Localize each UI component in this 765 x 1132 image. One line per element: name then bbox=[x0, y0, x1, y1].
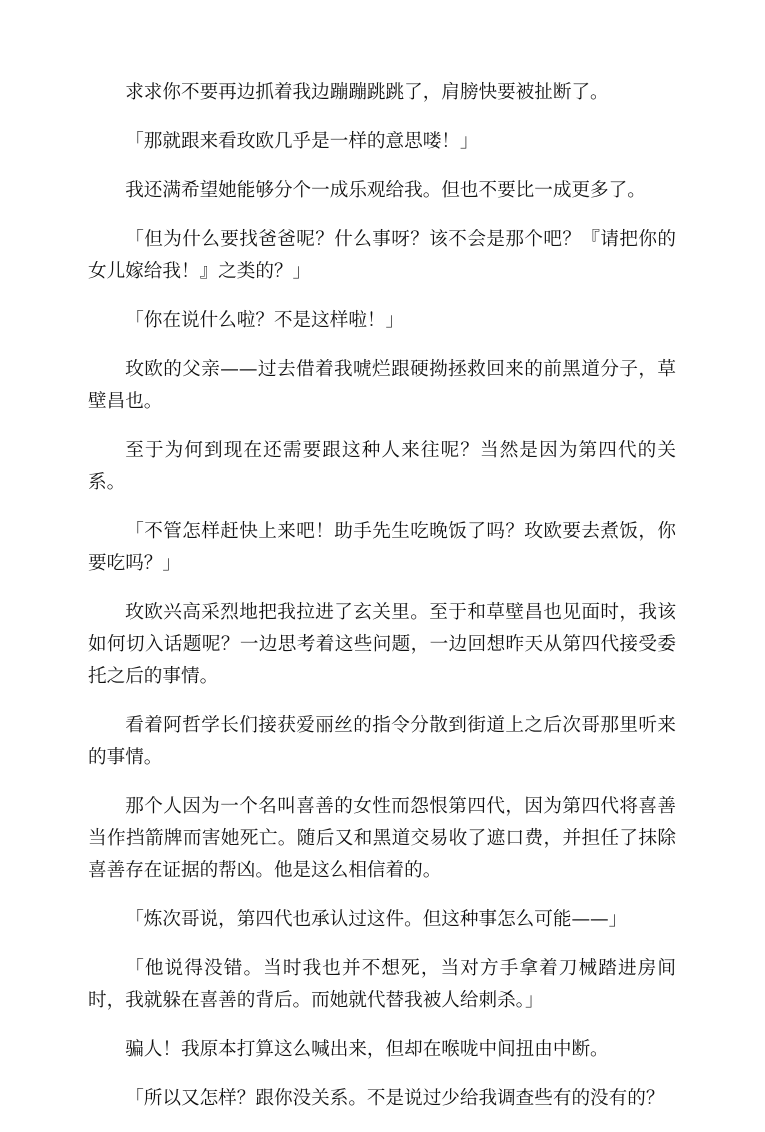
paragraph: 「不管怎样赶快上来吧！助手先生吃晚饭了吗？玫欧要去煮饭，你要吃吗？」 bbox=[88, 521, 676, 574]
paragraph: 「所以又怎样？跟你没关系。不是说过少给我调查些有的没有的？ bbox=[125, 1088, 665, 1109]
paragraph: 「炼次哥说，第四代也承认过这件。但这种事怎么可能——」 bbox=[125, 909, 628, 930]
paragraph: 「他说得没错。当时我也并不想死，当对方手拿着刀械踏进房间时，我就躲在喜善的背后。而她就代替我被人给刺杀。」 bbox=[88, 958, 676, 1011]
paragraph: 骗人！我原本打算这么喊出来，但却在喉咙中间扭由中断。 bbox=[125, 1039, 609, 1060]
paragraph: 求求你不要再边抓着我边蹦蹦跳跳了，肩膀快要被扯断了。 bbox=[125, 82, 609, 103]
document-page bbox=[88, 77, 676, 1132]
paragraph: 「那就跟来看玫欧几乎是一样的意思喽！」 bbox=[125, 131, 479, 152]
paragraph: 至于为何到现在还需要跟这种人来往呢？当然是因为第四代的关系。 bbox=[88, 440, 676, 493]
paragraph: 「你在说什么啦？不是这样啦！」 bbox=[125, 310, 405, 331]
paragraph: 玫欧兴高采烈地把我拉进了玄关里。至于和草壁昌也见面时，我该如何切入话题呢？一边思考着这些问题，一边回想昨天从第四代接受委托之后的事情。 bbox=[88, 602, 676, 687]
paragraph: 那个人因为一个名叫喜善的女性而怨恨第四代，因为第四代将喜善当作挡箭牌而害她死亡。随后又和黑道交易收了遮口费，并担任了抹除喜善存在证据的帮凶。他是这么相信着的。 bbox=[88, 796, 676, 881]
paragraph: 看着阿哲学长们接获爱丽丝的指令分散到街道上之后次哥那里听来的事情。 bbox=[88, 715, 676, 768]
paragraph: 玫欧的父亲——过去借着我唬烂跟硬拗拯救回来的前黑道分子，草壁昌也。 bbox=[88, 359, 676, 412]
paragraph: 「但为什么要找爸爸呢？什么事呀？该不会是那个吧？『请把你的女儿嫁给我！』之类的？」 bbox=[88, 229, 676, 282]
paragraph: 我还满希望她能够分个一成乐观给我。但也不要比一成更多了。 bbox=[125, 180, 646, 201]
